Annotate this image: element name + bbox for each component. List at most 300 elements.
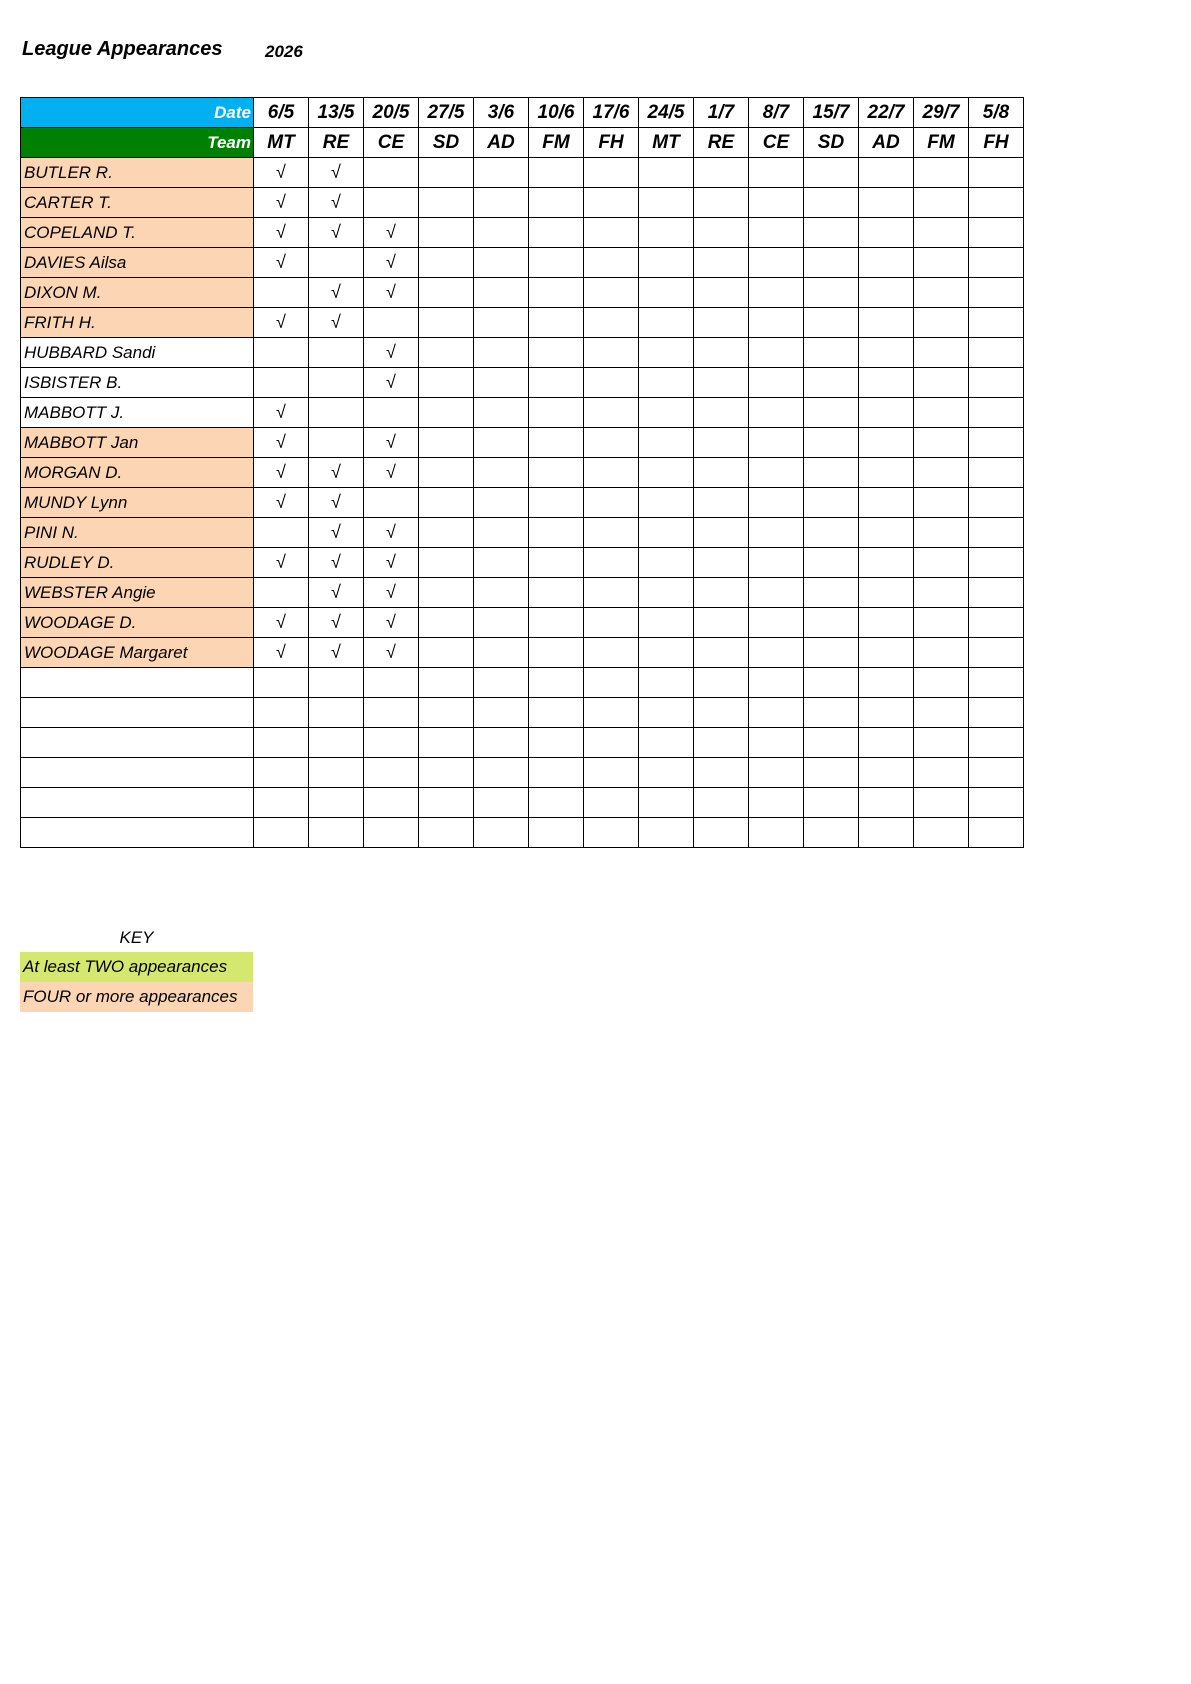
appearance-cell — [529, 158, 584, 188]
appearance-cell — [914, 518, 969, 548]
appearance-cell — [419, 458, 474, 488]
appearance-cell — [749, 338, 804, 368]
empty-cell — [474, 728, 529, 758]
player-name: PINI N. — [21, 518, 254, 548]
appearance-cell — [694, 638, 749, 668]
appearance-cell — [639, 518, 694, 548]
appearance-tick: √ — [309, 488, 364, 518]
empty-cell — [364, 788, 419, 818]
appearance-cell — [474, 338, 529, 368]
team-header-cell: RE — [309, 128, 364, 158]
empty-cell — [804, 758, 859, 788]
appearance-cell — [254, 578, 309, 608]
appearance-cell — [914, 248, 969, 278]
appearance-cell — [419, 188, 474, 218]
empty-cell — [969, 758, 1024, 788]
appearance-cell — [309, 338, 364, 368]
appearance-cell — [914, 188, 969, 218]
appearance-cell — [694, 458, 749, 488]
appearance-cell — [749, 188, 804, 218]
empty-cell — [694, 758, 749, 788]
empty-cell — [364, 758, 419, 788]
appearance-cell — [254, 518, 309, 548]
appearance-cell — [529, 248, 584, 278]
appearance-cell — [474, 458, 529, 488]
player-name: WOODAGE D. — [21, 608, 254, 638]
appearance-tick: √ — [254, 158, 309, 188]
appearance-cell — [584, 158, 639, 188]
empty-cell — [254, 728, 309, 758]
appearance-cell — [914, 428, 969, 458]
appearance-cell — [749, 578, 804, 608]
appearance-cell — [969, 338, 1024, 368]
empty-cell — [364, 818, 419, 848]
appearance-cell — [419, 548, 474, 578]
appearance-cell — [694, 428, 749, 458]
team-header-row — [21, 128, 1024, 158]
empty-cell — [584, 758, 639, 788]
empty-name-cell — [21, 788, 254, 818]
appearance-cell — [419, 338, 474, 368]
empty-cell — [364, 668, 419, 698]
empty-cell — [639, 818, 694, 848]
appearance-tick: √ — [364, 278, 419, 308]
appearance-tick: √ — [254, 488, 309, 518]
empty-cell — [474, 698, 529, 728]
empty-cell — [749, 728, 804, 758]
appearance-cell — [804, 158, 859, 188]
appearance-cell — [694, 158, 749, 188]
empty-cell — [804, 788, 859, 818]
appearance-tick: √ — [364, 368, 419, 398]
player-row — [21, 158, 1024, 188]
empty-cell — [914, 788, 969, 818]
player-name: MUNDY Lynn — [21, 488, 254, 518]
appearance-cell — [694, 488, 749, 518]
appearance-cell — [529, 518, 584, 548]
team-header-cell: RE — [694, 128, 749, 158]
empty-cell — [749, 668, 804, 698]
appearance-cell — [859, 488, 914, 518]
appearance-cell — [529, 428, 584, 458]
date-header-cell: 3/6 — [474, 98, 529, 128]
player-name: CARTER T. — [21, 188, 254, 218]
empty-cell — [529, 788, 584, 818]
appearance-cell — [419, 488, 474, 518]
empty-cell — [804, 728, 859, 758]
empty-cell — [969, 698, 1024, 728]
appearance-cell — [639, 218, 694, 248]
empty-cell — [584, 698, 639, 728]
appearance-cell — [529, 488, 584, 518]
appearance-cell — [914, 578, 969, 608]
appearance-cell — [804, 398, 859, 428]
appearance-tick: √ — [364, 608, 419, 638]
date-header-cell: 20/5 — [364, 98, 419, 128]
appearance-cell — [584, 188, 639, 218]
appearance-cell — [969, 218, 1024, 248]
appearance-cell — [584, 218, 639, 248]
empty-cell — [364, 698, 419, 728]
empty-cell — [474, 758, 529, 788]
empty-cell — [474, 788, 529, 818]
empty-cell — [694, 698, 749, 728]
date-header-cell: 27/5 — [419, 98, 474, 128]
appearance-cell — [914, 158, 969, 188]
empty-cell — [694, 668, 749, 698]
appearance-cell — [309, 398, 364, 428]
appearance-cell — [804, 428, 859, 458]
appearance-cell — [859, 458, 914, 488]
appearance-cell — [529, 218, 584, 248]
date-header-cell: 29/7 — [914, 98, 969, 128]
empty-cell — [859, 698, 914, 728]
empty-cell — [309, 758, 364, 788]
empty-cell — [914, 818, 969, 848]
appearance-cell — [804, 458, 859, 488]
appearance-cell — [419, 428, 474, 458]
empty-cell — [584, 818, 639, 848]
date-header-cell: 15/7 — [804, 98, 859, 128]
appearance-cell — [639, 278, 694, 308]
empty-row — [21, 758, 1024, 788]
appearance-cell — [584, 368, 639, 398]
empty-cell — [694, 788, 749, 818]
appearance-cell — [584, 458, 639, 488]
appearance-cell — [749, 428, 804, 458]
team-header-cell: SD — [419, 128, 474, 158]
appearance-tick: √ — [254, 308, 309, 338]
team-header-cell: AD — [859, 128, 914, 158]
appearance-cell — [969, 398, 1024, 428]
empty-cell — [419, 788, 474, 818]
appearance-cell — [474, 188, 529, 218]
empty-cell — [859, 728, 914, 758]
player-row — [21, 518, 1024, 548]
appearance-cell — [859, 578, 914, 608]
appearance-cell — [914, 488, 969, 518]
appearance-cell — [804, 638, 859, 668]
appearance-tick: √ — [364, 428, 419, 458]
appearance-cell — [804, 338, 859, 368]
appearance-cell — [474, 308, 529, 338]
empty-row — [21, 698, 1024, 728]
appearance-tick: √ — [364, 518, 419, 548]
appearance-cell — [584, 338, 639, 368]
player-name: HUBBARD Sandi — [21, 338, 254, 368]
empty-cell — [254, 668, 309, 698]
appearance-cell — [309, 428, 364, 458]
season-year: 2026 — [265, 42, 303, 61]
appearance-tick: √ — [309, 638, 364, 668]
empty-cell — [254, 818, 309, 848]
appearance-cell — [859, 368, 914, 398]
date-header-cell: 1/7 — [694, 98, 749, 128]
appearance-cell — [694, 608, 749, 638]
empty-cell — [364, 728, 419, 758]
appearance-cell — [914, 638, 969, 668]
empty-cell — [309, 668, 364, 698]
appearance-tick: √ — [254, 608, 309, 638]
date-header-cell: 17/6 — [584, 98, 639, 128]
empty-row — [21, 728, 1024, 758]
appearance-cell — [694, 188, 749, 218]
appearance-cell — [419, 578, 474, 608]
empty-cell — [969, 788, 1024, 818]
empty-cell — [419, 818, 474, 848]
player-row — [21, 338, 1024, 368]
player-name: MABBOTT Jan — [21, 428, 254, 458]
empty-name-cell — [21, 728, 254, 758]
player-row — [21, 578, 1024, 608]
appearance-cell — [584, 608, 639, 638]
appearance-cell — [914, 398, 969, 428]
appearance-cell — [969, 488, 1024, 518]
empty-cell — [859, 818, 914, 848]
appearance-cell — [694, 398, 749, 428]
date-header-cell: 22/7 — [859, 98, 914, 128]
empty-cell — [639, 758, 694, 788]
appearance-tick: √ — [254, 248, 309, 278]
appearance-tick: √ — [364, 578, 419, 608]
appearance-cell — [859, 518, 914, 548]
appearance-cell — [914, 338, 969, 368]
appearance-cell — [859, 608, 914, 638]
appearance-cell — [804, 488, 859, 518]
player-name: DAVIES Ailsa — [21, 248, 254, 278]
appearance-cell — [969, 428, 1024, 458]
appearance-cell — [914, 278, 969, 308]
empty-cell — [584, 788, 639, 818]
appearance-cell — [474, 278, 529, 308]
appearance-cell — [694, 578, 749, 608]
appearance-cell — [749, 158, 804, 188]
appearance-cell — [859, 338, 914, 368]
appearance-tick: √ — [364, 458, 419, 488]
empty-cell — [914, 698, 969, 728]
appearance-cell — [639, 188, 694, 218]
appearance-cell — [639, 428, 694, 458]
appearance-cell — [859, 398, 914, 428]
empty-name-cell — [21, 818, 254, 848]
appearance-cell — [639, 338, 694, 368]
appearance-cell — [529, 278, 584, 308]
appearance-cell — [969, 278, 1024, 308]
appearance-cell — [419, 398, 474, 428]
appearance-cell — [474, 548, 529, 578]
appearance-cell — [859, 638, 914, 668]
player-row — [21, 548, 1024, 578]
player-row — [21, 638, 1024, 668]
date-header-cell: 6/5 — [254, 98, 309, 128]
empty-cell — [254, 698, 309, 728]
appearance-cell — [584, 308, 639, 338]
appearance-cell — [364, 308, 419, 338]
empty-cell — [474, 668, 529, 698]
empty-name-cell — [21, 698, 254, 728]
appearance-cell — [804, 608, 859, 638]
appearance-cell — [969, 638, 1024, 668]
appearance-cell — [694, 278, 749, 308]
appearance-tick: √ — [254, 188, 309, 218]
team-header-cell: MT — [639, 128, 694, 158]
appearance-tick: √ — [309, 518, 364, 548]
appearance-cell — [584, 638, 639, 668]
player-row — [21, 248, 1024, 278]
empty-cell — [914, 758, 969, 788]
key-title: KEY — [119, 928, 154, 947]
appearance-cell — [474, 368, 529, 398]
date-header-cell: 5/8 — [969, 98, 1024, 128]
empty-cell — [254, 758, 309, 788]
appearance-cell — [584, 488, 639, 518]
empty-cell — [309, 818, 364, 848]
appearance-cell — [419, 638, 474, 668]
empty-cell — [969, 668, 1024, 698]
appearance-tick: √ — [309, 158, 364, 188]
key-four-appearances: FOUR or more appearances — [20, 982, 253, 1012]
appearance-cell — [419, 278, 474, 308]
appearance-cell — [804, 578, 859, 608]
player-row — [21, 308, 1024, 338]
appearance-cell — [639, 548, 694, 578]
appearance-cell — [749, 368, 804, 398]
empty-cell — [914, 668, 969, 698]
empty-cell — [804, 668, 859, 698]
player-name: COPELAND T. — [21, 218, 254, 248]
appearance-cell — [969, 308, 1024, 338]
appearance-cell — [639, 638, 694, 668]
appearance-cell — [749, 398, 804, 428]
appearance-cell — [584, 518, 639, 548]
empty-cell — [859, 788, 914, 818]
appearance-cell — [639, 578, 694, 608]
key-two-appearances: At least TWO appearances — [20, 952, 253, 982]
player-row — [21, 188, 1024, 218]
appearance-tick: √ — [254, 398, 309, 428]
empty-cell — [529, 698, 584, 728]
player-row — [21, 278, 1024, 308]
appearance-tick: √ — [309, 308, 364, 338]
team-header-cell: AD — [474, 128, 529, 158]
empty-cell — [529, 818, 584, 848]
player-name: MORGAN D. — [21, 458, 254, 488]
empty-cell — [694, 728, 749, 758]
appearance-tick: √ — [254, 638, 309, 668]
appearance-cell — [804, 548, 859, 578]
appearance-cell — [914, 308, 969, 338]
appearance-tick: √ — [364, 218, 419, 248]
appearance-cell — [804, 248, 859, 278]
appearance-cell — [914, 548, 969, 578]
empty-cell — [969, 728, 1024, 758]
appearance-cell — [969, 248, 1024, 278]
empty-cell — [914, 728, 969, 758]
appearance-cell — [474, 518, 529, 548]
date-header-label: Date — [21, 98, 254, 128]
appearance-cell — [694, 368, 749, 398]
appearance-tick: √ — [309, 578, 364, 608]
appearance-tick: √ — [364, 548, 419, 578]
appearance-cell — [529, 188, 584, 218]
appearance-tick: √ — [364, 248, 419, 278]
appearance-cell — [749, 488, 804, 518]
team-header-label: Team — [21, 128, 254, 158]
player-row — [21, 608, 1024, 638]
appearance-cell — [474, 608, 529, 638]
appearance-cell — [694, 218, 749, 248]
appearance-tick: √ — [309, 458, 364, 488]
appearance-tick: √ — [254, 548, 309, 578]
appearance-cell — [804, 308, 859, 338]
appearance-cell — [419, 368, 474, 398]
appearance-cell — [529, 398, 584, 428]
appearance-cell — [859, 308, 914, 338]
empty-cell — [584, 668, 639, 698]
appearance-cell — [804, 278, 859, 308]
team-header-cell: FH — [969, 128, 1024, 158]
appearance-cell — [804, 188, 859, 218]
appearance-cell — [969, 608, 1024, 638]
player-name: WEBSTER Angie — [21, 578, 254, 608]
appearance-tick: √ — [254, 218, 309, 248]
empty-cell — [639, 698, 694, 728]
appearance-tick: √ — [254, 458, 309, 488]
appearance-cell — [639, 488, 694, 518]
appearance-cell — [529, 308, 584, 338]
appearance-cell — [749, 458, 804, 488]
empty-cell — [309, 698, 364, 728]
appearance-cell — [859, 548, 914, 578]
empty-cell — [859, 668, 914, 698]
appearance-cell — [969, 548, 1024, 578]
appearance-tick: √ — [364, 638, 419, 668]
appearance-cell — [749, 308, 804, 338]
empty-row — [21, 668, 1024, 698]
appearance-cell — [419, 308, 474, 338]
empty-name-cell — [21, 758, 254, 788]
appearance-tick: √ — [309, 218, 364, 248]
appearance-cell — [309, 248, 364, 278]
empty-cell — [309, 788, 364, 818]
appearance-cell — [529, 338, 584, 368]
appearance-cell — [749, 518, 804, 548]
empty-cell — [474, 818, 529, 848]
appearance-cell — [639, 458, 694, 488]
page-title: League Appearances — [22, 38, 223, 60]
appearance-cell — [639, 398, 694, 428]
appearance-cell — [859, 428, 914, 458]
empty-cell — [419, 698, 474, 728]
date-header-cell: 8/7 — [749, 98, 804, 128]
appearance-tick: √ — [254, 428, 309, 458]
appearance-cell — [969, 368, 1024, 398]
appearance-cell — [364, 188, 419, 218]
date-header-cell: 24/5 — [639, 98, 694, 128]
team-header-cell: SD — [804, 128, 859, 158]
appearance-cell — [749, 608, 804, 638]
appearance-cell — [969, 518, 1024, 548]
appearance-cell — [694, 548, 749, 578]
appearance-cell — [419, 218, 474, 248]
appearance-cell — [749, 638, 804, 668]
team-header-cell: CE — [749, 128, 804, 158]
empty-cell — [804, 818, 859, 848]
appearance-tick: √ — [309, 608, 364, 638]
appearance-cell — [474, 488, 529, 518]
empty-cell — [529, 758, 584, 788]
player-row — [21, 488, 1024, 518]
